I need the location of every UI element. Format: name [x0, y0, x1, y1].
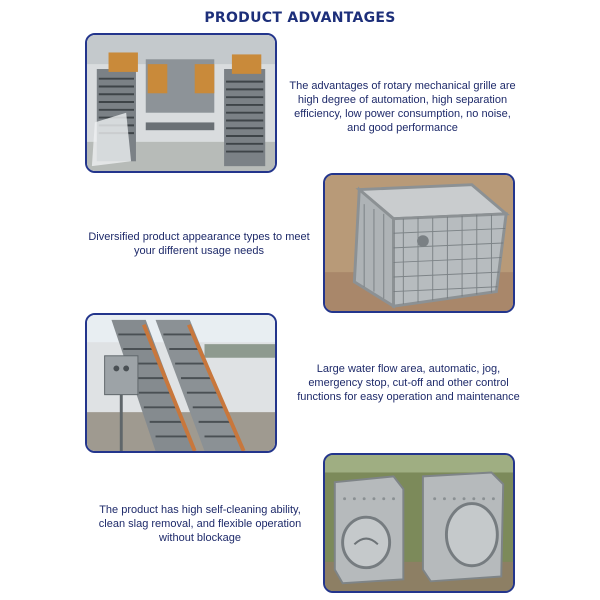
page-title: PRODUCT ADVANTAGES — [204, 10, 396, 26]
inclined-screen-control-box-photo — [85, 313, 277, 453]
rotary-grille-machines-photo — [85, 33, 277, 173]
advantage-text-4: The product has high self-cleaning ability, clean slag removal, and flexible operation without blockage — [98, 504, 302, 544]
advantage-text-2: Diversified product appearance types to meet your different usage needs — [88, 231, 310, 257]
advantage-text-3: Large water flow area, automatic, jog, emergency stop, cut-off and other control functions for easy operation and maintenance — [297, 363, 520, 403]
perforated-drum-baskets-photo — [323, 453, 515, 593]
advantage-text-1: The advantages of rotary mechanical grille are high degree of automation, high separation efficiency, low power consumption, no noise, and good performance — [289, 80, 516, 134]
mesh-cage-frame-photo — [323, 173, 515, 313]
